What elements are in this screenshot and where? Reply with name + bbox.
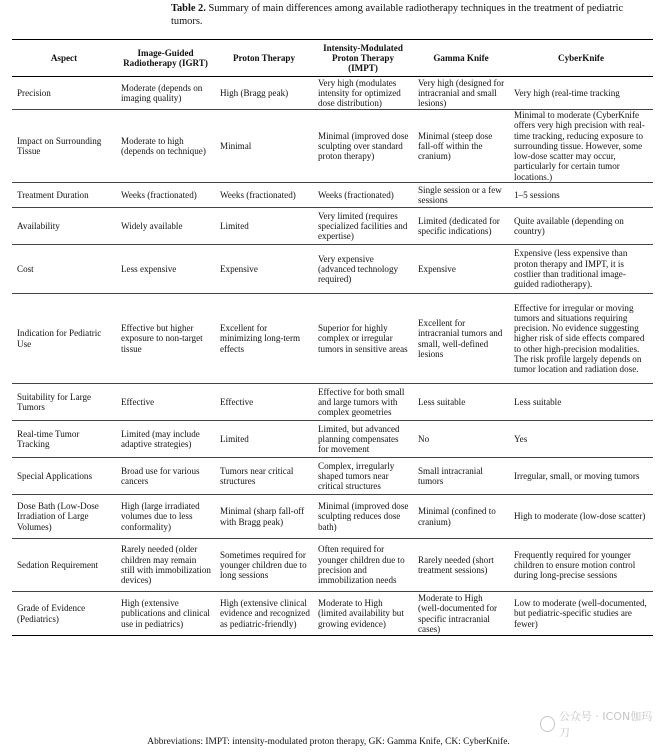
cell-impt: Weeks (fractionated): [318, 189, 394, 200]
cell-impt: Superior for highly complex or irregular tumors in sensitive areas: [318, 323, 408, 354]
cell-impt: Very expensive (advanced technology required): [318, 253, 399, 285]
cell-aspect: Indication for Pediatric Use: [17, 328, 102, 349]
table-row: [12, 245, 653, 294]
cell-gamma-knife: Very high (designed for intracranial and small lesions): [418, 77, 505, 109]
table-row: [12, 294, 653, 384]
cell-impt: Limited, but advanced planning compensates for movement: [318, 423, 400, 455]
table-row: [12, 592, 653, 636]
cell-cyberknife: Very high (real-time tracking: [514, 87, 620, 98]
cell-igrt: Effective but higher exposure to non-target tissue: [121, 323, 203, 354]
cell-igrt: Moderate (depends on imaging quality): [121, 82, 203, 103]
cell-gamma-knife: Expensive: [418, 263, 456, 274]
header-aspect: Aspect: [50, 52, 78, 63]
cell-impt: Minimal (improved dose sculpting reduces dose bath): [318, 501, 409, 532]
cell-gamma-knife: Limited (dedicated for specific indications): [418, 215, 500, 237]
cell-igrt: Rarely needed (older children may remain still with immobilization devices): [121, 544, 211, 586]
table-row: [12, 458, 653, 495]
cell-aspect: Precision: [17, 87, 51, 98]
cell-aspect: Availability: [17, 220, 60, 231]
cell-cyberknife: Expensive (less expensive than proton therapy and IMPT, it is costlier than traditional image-guided radiotherapy).: [514, 248, 628, 290]
cell-impt: Very high (modulates intensity for optimized dose distribution): [318, 77, 401, 109]
cell-igrt: Effective: [121, 396, 155, 407]
cell-proton: Tumors near critical structures: [220, 465, 294, 487]
cell-cyberknife: Yes: [514, 433, 528, 444]
cell-gamma-knife: Minimal (steep dose fall-off within the cranium): [418, 130, 493, 162]
cell-cyberknife: Low to moderate (well-documented, but pediatric-specific studies are fewer): [514, 598, 647, 629]
cell-igrt: Weeks (fractionated): [121, 189, 197, 200]
cell-proton: Excellent for minimizing long-term effects: [220, 323, 301, 354]
cell-gamma-knife: Single session or a few sessions: [418, 184, 502, 206]
cell-proton: High (Bragg peak): [220, 87, 289, 98]
cell-gamma-knife: No: [418, 433, 430, 444]
cell-gamma-knife: Excellent for intracranial tumors and small, well-defined lesions: [418, 317, 503, 359]
table-caption-text: Summary of main differences among available radiotherapy techniques in the treatment of pediatric tumors.: [171, 3, 624, 27]
cell-igrt: High (large irradiated volumes due to less conformality): [121, 501, 200, 532]
cell-cyberknife: Minimal to moderate (CyberKnife offers very high precision with real-time tracking, reducing exposure to surrounding tissue. However, some low-dose scatter may occur, particularly for certain tumor locations.): [514, 110, 645, 182]
table-footnote: Abbreviations: IMPT: intensity-modulated proton therapy, GK: Gamma Knife, CK: CyberKnife.: [147, 737, 510, 747]
cell-aspect: Special Applications: [17, 470, 93, 481]
cell-gamma-knife: Small intracranial tumors: [418, 465, 483, 487]
cell-aspect: Treatment Duration: [17, 189, 89, 200]
watermark: [540, 710, 655, 739]
cell-aspect: Cost: [17, 263, 34, 274]
cell-gamma-knife: Minimal (confined to cranium): [418, 506, 496, 527]
cell-proton: Sometimes required for younger children due to long sessions: [220, 549, 307, 581]
comparison-table: [12, 39, 653, 636]
cell-aspect: Suitability for Large Tumors: [17, 391, 92, 413]
cell-proton: Minimal (sharp fall-off with Bragg peak): [220, 506, 305, 527]
cell-igrt: High (extensive publications and clinical use in pediatrics): [121, 598, 210, 629]
cell-cyberknife: Frequently required for younger children to ensure motion control during long-precise sessions: [514, 549, 636, 581]
cell-cyberknife: Less suitable: [514, 396, 562, 407]
table-row: [12, 495, 653, 539]
cell-igrt: Widely available: [121, 220, 183, 231]
table-row: [12, 421, 653, 458]
cell-impt: Complex, irregularly shaped tumors near critical structures: [318, 460, 395, 492]
cell-gamma-knife: Less suitable: [418, 396, 466, 407]
cell-proton: Effective: [220, 396, 254, 407]
table-row: [12, 539, 653, 592]
cell-igrt: Moderate to high (depends on technique): [121, 135, 206, 157]
wechat-icon: [540, 716, 555, 732]
cell-proton: Limited: [220, 433, 249, 444]
cell-impt: Very limited (requires specialized facilities and expertise): [318, 210, 408, 242]
table-header-row: [12, 40, 653, 77]
header-cyberknife: CyberKnife: [558, 52, 604, 63]
cell-cyberknife: Irregular, small, or moving tumors: [514, 470, 640, 481]
watermark-text: 公众号 · ICON伽玛刀: [558, 710, 653, 739]
cell-cyberknife: Quite available (depending on country): [514, 215, 624, 237]
cell-cyberknife: 1–5 sessions: [514, 189, 560, 200]
cell-aspect: Impact on Surrounding Tissue: [17, 135, 102, 157]
cell-cyberknife: High to moderate (low-dose scatter): [514, 511, 646, 522]
cell-cyberknife: Effective for irregular or moving tumors and situations requiring precision. No evidence suggesting higher risk of side effects compared to other high-precision modalities. The risk profile largely depends on tumor location and radiation dose.: [514, 302, 645, 375]
cell-gamma-knife: Rarely needed (short treatment sessions): [418, 554, 494, 576]
cell-impt: Effective for both small and large tumors with complex geometries: [318, 386, 405, 418]
header-proton-therapy: Proton Therapy: [232, 52, 296, 63]
cell-aspect: Dose Bath (Low-Dose Irradiation of Large Volumes): [17, 501, 99, 532]
cell-impt: Often required for younger children due to precision and immobilization needs: [318, 544, 405, 586]
cell-gamma-knife: Moderate to High (well-documented for specific intracranial cases): [418, 592, 498, 634]
cell-aspect: Real-time Tumor Tracking: [17, 428, 80, 450]
cell-igrt: Less expensive: [121, 263, 177, 274]
cell-proton: Expensive: [220, 263, 258, 274]
table-row: [12, 77, 653, 110]
table-row: [12, 384, 653, 421]
header-impt: Intensity-Modulated Proton Therapy (IMPT): [323, 42, 403, 74]
header-igrt: Image-Guided Radiotherapy (IGRT): [123, 47, 208, 68]
table-caption: [171, 2, 649, 28]
cell-aspect: Grade of Evidence (Pediatrics): [17, 603, 86, 624]
cell-proton: Minimal: [220, 140, 252, 151]
table-row: [12, 110, 653, 183]
cell-igrt: Limited (may include adaptive strategies): [121, 428, 200, 450]
table-row: [12, 208, 653, 245]
cell-igrt: Broad use for various cancers: [121, 465, 200, 487]
cell-proton: Weeks (fractionated): [220, 189, 296, 200]
table-caption-label: Table 2.: [171, 3, 206, 14]
cell-impt: Minimal (improved dose sculpting over standard proton therapy): [318, 130, 409, 162]
table-row: [12, 183, 653, 208]
cell-proton: Limited: [220, 220, 249, 231]
header-gamma-knife: Gamma Knife: [433, 52, 489, 63]
cell-impt: Moderate to High (limited availability but growing evidence): [318, 598, 404, 629]
cell-aspect: Sedation Requirement: [17, 559, 99, 570]
cell-proton: High (extensive clinical evidence and recognized as pediatric-friendly): [220, 598, 310, 629]
